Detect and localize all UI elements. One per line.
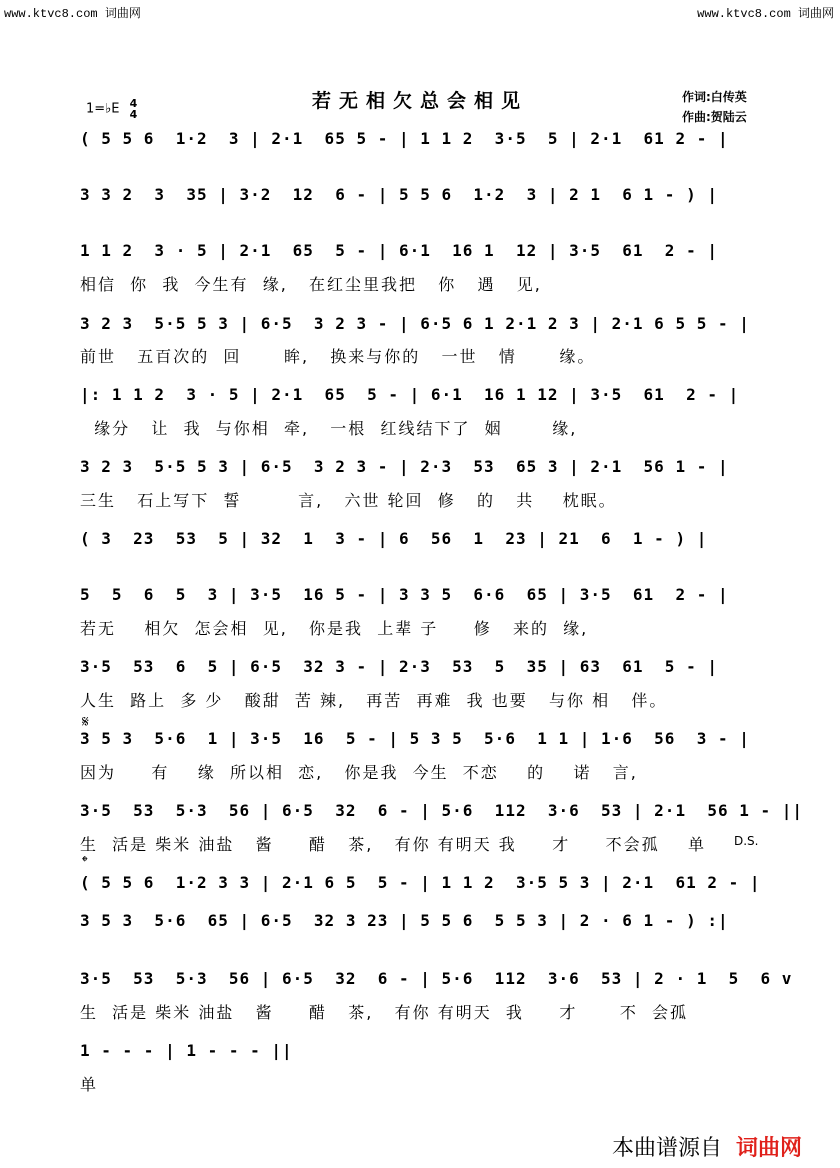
notation: |: 1 1 2 3 · 5 | 2·1 65 5 - | 6·1 16 1 12 | 3·5 61 2 - | <box>80 385 740 404</box>
song-title: 若无相欠总会相见 <box>311 90 528 112</box>
score-line-6 <box>80 456 760 480</box>
score-line-9 <box>80 656 760 680</box>
lyric-line-3: 相信 你 我 今生有 缘, 在红尘里我把 你 遇 见, <box>80 275 542 294</box>
notation: 3 5 3 5·6 1 | 3·5 16 5 - | 5 3 5 5·6 1 1 | 1·6 56 3 - | <box>80 729 750 748</box>
score-line-12 <box>80 872 760 896</box>
lyric-line-11: 生 活是 柴米 油盐 酱 醋 茶, 有你 有明天 我 才 不会孤 单 <box>80 835 707 854</box>
notation: 3 5 3 5·6 65 | 6·5 32 3 23 | 5 5 6 5 5 3 | 2 · 6 1 - ) :| <box>80 911 729 930</box>
score-line-5 <box>80 384 760 408</box>
time-signature-top: 4 <box>129 97 138 110</box>
score-line-7 <box>80 528 760 552</box>
score-line-4 <box>80 313 760 337</box>
lyric-line-9: 人生 路上 多 少 酸甜 苦 辣, 再苦 再难 我 也要 与你 相 伴。 <box>80 691 668 710</box>
score-line-11 <box>80 800 804 824</box>
lyric-line-5: 缘分 让 我 与你相 牵, 一根 红线结下了 姻 缘, <box>80 419 578 438</box>
coda-icon: 𝄌 <box>82 852 88 871</box>
lyric-line-10: 因为 有 缘 所以相 恋, 你是我 今生 不恋 的 诺 言, <box>80 763 638 782</box>
score-line-3 <box>80 240 760 264</box>
notation: 3 3 2 3 35 | 3·2 12 6 - | 5 5 6 1·2 3 | 2 1 6 1 - ) | <box>80 185 718 204</box>
notation: ( 5 5 6 1·2 3 | 2·1 65 5 - | 1 1 2 3·5 5 | 2·1 61 2 - | <box>80 129 729 148</box>
lyric-line-4: 前世 五百次的 回 眸, 换来与你的 一世 情 缘。 <box>80 347 596 366</box>
footer-site-logo[interactable]: 词曲网 <box>736 1136 803 1161</box>
site-watermark-left: www.ktvc8.com 词曲网 <box>4 7 141 21</box>
footer-source-text: 本曲谱源自 <box>612 1136 723 1161</box>
notation: 5 5 6 5 3 | 3·5 16 5 - | 3 3 5 6·6 65 | 3·5 61 2 - | <box>80 585 729 604</box>
score-line-15 <box>80 1040 760 1064</box>
composer-credit: 作曲:贺陆云 <box>682 110 747 124</box>
score-line-13 <box>80 910 760 934</box>
score-line-2 <box>80 184 760 208</box>
ds-marker: D.S. <box>734 834 759 848</box>
segno-icon: 𝄋 <box>82 712 89 731</box>
key-signature <box>86 98 137 120</box>
notation: 1 - - - | 1 - - - || <box>80 1041 293 1060</box>
notation: 3 2 3 5·5 5 3 | 6·5 3 2 3 - | 2·3 53 65 3 | 2·1 56 1 - | <box>80 457 729 476</box>
score-line-10 <box>80 728 760 752</box>
score-line-1 <box>80 128 760 152</box>
notation: 3 2 3 5·5 5 3 | 6·5 3 2 3 - | 6·5 6 1 2·1 2 3 | 2·1 6 5 5 - | <box>80 314 750 333</box>
notation: 1 1 2 3 · 5 | 2·1 65 5 - | 6·1 16 1 12 | 3·5 61 2 - | <box>80 241 718 260</box>
lyric-line-15: 单 <box>80 1075 99 1094</box>
site-watermark-right: www.ktvc8.com 词曲网 <box>697 7 834 21</box>
notation: 3·5 53 5·3 56 | 6·5 32 6 - | 5·6 112 3·6 53 | 2·1 56 1 - || <box>80 801 804 820</box>
score-line-14 <box>80 968 793 992</box>
lyric-line-6: 三生 石上写下 誓 言, 六世 轮回 修 的 共 枕眠。 <box>80 491 617 510</box>
lyric-line-8: 若无 相欠 怎会相 见, 你是我 上辈 子 修 来的 缘, <box>80 619 589 638</box>
notation: ( 3 23 53 5 | 32 1 3 - | 6 56 1 23 | 21 6 1 - ) | <box>80 529 708 548</box>
lyric-line-14: 生 活是 柴米 油盐 酱 醋 茶, 有你 有明天 我 才 不 会孤 <box>80 1003 689 1022</box>
time-signature <box>130 98 138 120</box>
lyricist-credit: 作词:白传英 <box>682 90 747 104</box>
score-line-8 <box>80 584 760 608</box>
notation: ( 5 5 6 1·2 3 3 | 2·1 6 5 5 - | 1 1 2 3·5 5 3 | 2·1 61 2 - | <box>80 873 761 892</box>
notation: 3·5 53 6 5 | 6·5 32 3 - | 2·3 53 5 35 | 63 61 5 - | <box>80 657 718 676</box>
notation: 3·5 53 5·3 56 | 6·5 32 6 - | 5·6 112 3·6 53 | 2 · 1 5 6 v <box>80 969 793 988</box>
time-signature-bottom: 4 <box>129 108 138 121</box>
key-label: 1=♭E <box>86 101 120 117</box>
